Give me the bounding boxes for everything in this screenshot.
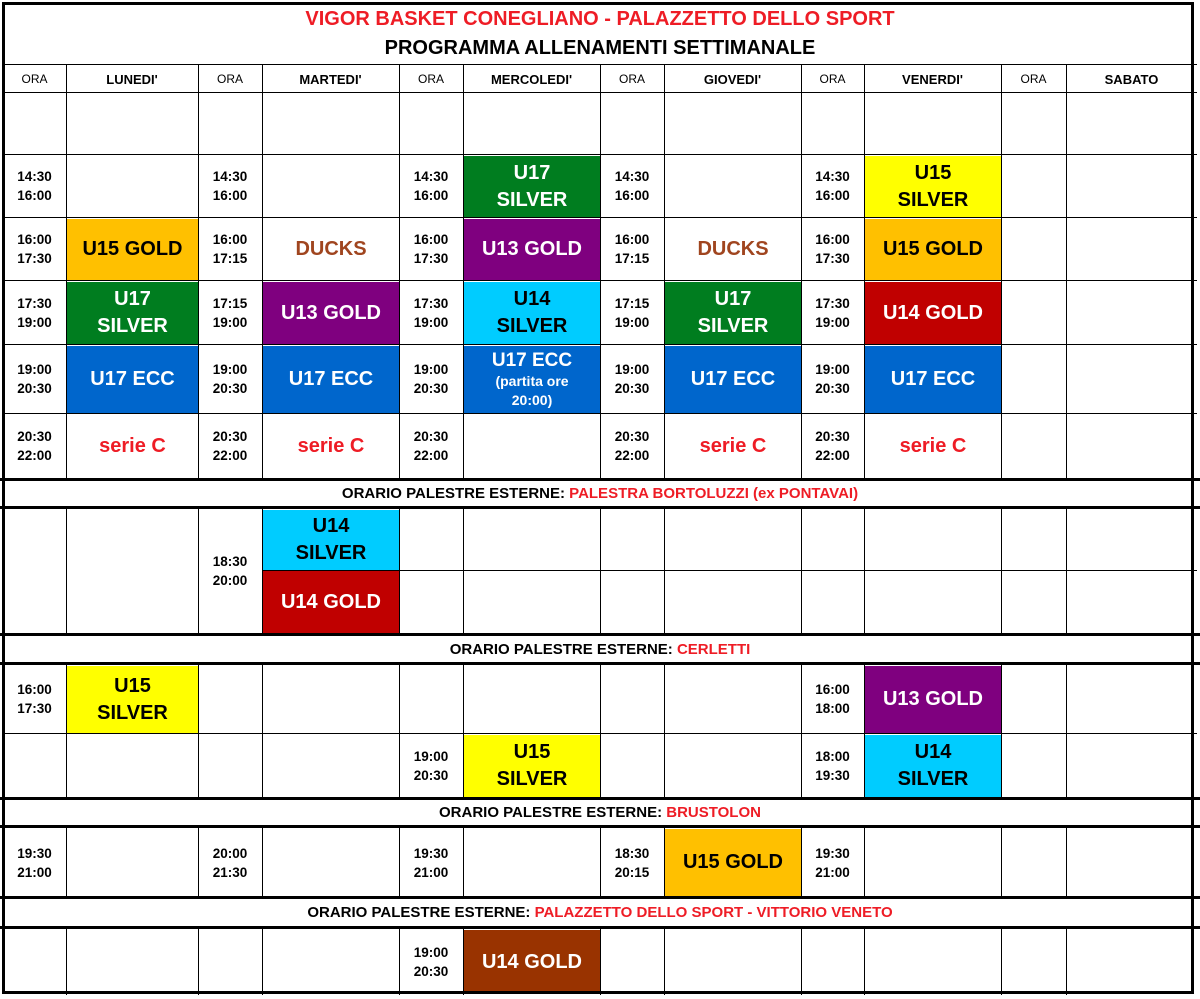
- time-cell: 20:30 22:00: [815, 429, 850, 463]
- block-u15-gold: U15 GOLD: [67, 219, 198, 280]
- time-cell: 19:00 20:30: [815, 362, 850, 396]
- block-u15-gold: U15 GOLD: [665, 829, 801, 896]
- time-cell: 16:00 17:30: [413, 232, 449, 266]
- time-cell: 14:30 16:00: [815, 169, 850, 203]
- block-u14-silver: U14 SILVER: [865, 735, 1001, 797]
- block-u13-gold: U13 GOLD: [263, 282, 399, 344]
- time-cell: 16:00 17:30: [17, 682, 52, 716]
- block-u15-silver: U15 SILVER: [865, 156, 1001, 217]
- time-cell: 14:30 16:00: [212, 169, 248, 203]
- block-u17-ecc: U17 ECC: [263, 346, 399, 413]
- block-u15-silver: U15 SILVER: [464, 735, 600, 797]
- time-cell: 20:30 22:00: [17, 429, 52, 463]
- time-cell: 17:30 19:00: [815, 295, 850, 330]
- time-cell: 16:00 17:30: [17, 232, 52, 266]
- col-header-ora: ORA: [21, 72, 48, 86]
- time-cell: 19:30 21:00: [17, 845, 52, 880]
- block-u17-silver: U17 SILVER: [464, 156, 600, 217]
- time-cell: 19:00 20:30: [413, 362, 449, 396]
- time-cell: 18:30 20:00: [212, 554, 248, 588]
- time-cell: 14:30 16:00: [413, 169, 449, 203]
- time-cell: 17:30 19:00: [413, 295, 449, 330]
- time-cell: 19:00 20:30: [413, 944, 449, 979]
- col-header-ora: ORA: [216, 72, 243, 86]
- block-u14-gold: U14 GOLD: [865, 282, 1001, 344]
- time-cell: 18:30 20:15: [614, 845, 650, 880]
- block-ducks: DUCKS: [295, 238, 367, 260]
- block-u15-gold: U15 GOLD: [865, 219, 1001, 280]
- time-cell: 19:00 20:30: [614, 362, 650, 396]
- col-header-sabato: SABATO: [1104, 71, 1159, 87]
- time-cell: 20:30 22:00: [413, 429, 449, 463]
- section-header-cerletti: ORARIO PALESTRE ESTERNE: CERLETTI: [449, 640, 751, 658]
- block-u13-gold: U13 GOLD: [464, 219, 600, 280]
- time-cell: 17:15 19:00: [614, 295, 650, 330]
- col-header-ora: ORA: [417, 72, 444, 86]
- block-u13-gold: U13 GOLD: [865, 666, 1001, 733]
- time-cell: 18:00 19:30: [815, 748, 850, 783]
- time-cell: 20:30 22:00: [614, 429, 650, 463]
- time-cell: 19:00 20:30: [212, 362, 248, 396]
- col-header-venerdi: VENERDI': [902, 71, 963, 87]
- block-u14-silver: U14 SILVER: [464, 282, 600, 344]
- block-serie-c: serie C: [99, 434, 166, 457]
- section-header-brustolon: ORARIO PALESTRE ESTERNE: BRUSTOLON: [439, 804, 761, 821]
- time-cell: 14:30 16:00: [614, 169, 650, 203]
- col-header-giovedi: GIOVEDI': [703, 71, 762, 87]
- time-cell: 19:30 21:00: [413, 845, 449, 880]
- time-cell: 16:00 17:15: [614, 232, 650, 266]
- time-cell: 19:00 20:30: [17, 362, 52, 396]
- time-cell: 20:30 22:00: [212, 429, 248, 463]
- block-u14-gold: U14 GOLD: [464, 930, 600, 994]
- time-cell: 16:00 18:00: [815, 682, 850, 716]
- block-u14-silver: U14 SILVER: [263, 510, 399, 570]
- col-header-ora: ORA: [1020, 72, 1047, 86]
- block-u15-silver: U15 SILVER: [67, 666, 198, 733]
- time-cell: 17:30 19:00: [17, 295, 52, 330]
- time-cell: 19:30 21:00: [815, 845, 850, 880]
- time-cell: 17:15 19:00: [212, 295, 248, 330]
- time-cell: 16:00 17:15: [212, 232, 248, 266]
- time-cell: 19:00 20:30: [413, 748, 449, 783]
- page-subtitle: PROGRAMMA ALLENAMENTI SETTIMANALE: [384, 36, 816, 59]
- block-u17-ecc: U17 ECC: [67, 346, 198, 413]
- col-header-lunedi: LUNEDI': [106, 71, 158, 87]
- page-title: VIGOR BASKET CONEGLIANO - PALAZZETTO DELLO SPORT: [305, 7, 895, 30]
- col-header-ora: ORA: [618, 72, 645, 86]
- time-cell: 14:30 16:00: [17, 169, 52, 203]
- block-u17-ecc-partita: U17 ECC (partita ore 20:00): [464, 346, 600, 413]
- section-header-bortoluzzi: ORARIO PALESTRE ESTERNE: PALESTRA BORTOLUZZI (ex PONTAVAI): [341, 485, 859, 502]
- block-u17-silver: U17 SILVER: [665, 282, 801, 344]
- col-header-mercoledi: MERCOLEDI': [490, 71, 573, 87]
- col-header-ora: ORA: [819, 72, 846, 86]
- block-serie-c: serie C: [899, 434, 967, 457]
- time-cell: 16:00 17:30: [815, 232, 850, 266]
- block-u17-silver: U17 SILVER: [67, 282, 198, 344]
- block-u17-ecc: U17 ECC: [665, 346, 801, 413]
- time-cell: 20:00 21:30: [212, 845, 248, 880]
- section-header-vittorio-veneto: ORARIO PALESTRE ESTERNE: PALAZZETTO DELLO SPORT - VITTORIO VENETO: [307, 904, 893, 921]
- block-u17-ecc: U17 ECC: [865, 346, 1001, 413]
- block-serie-c: serie C: [297, 434, 365, 457]
- col-header-martedi: MARTEDI': [299, 71, 362, 87]
- block-u14-gold: U14 GOLD: [263, 571, 399, 633]
- block-ducks: DUCKS: [697, 238, 769, 260]
- block-serie-c: serie C: [699, 434, 767, 457]
